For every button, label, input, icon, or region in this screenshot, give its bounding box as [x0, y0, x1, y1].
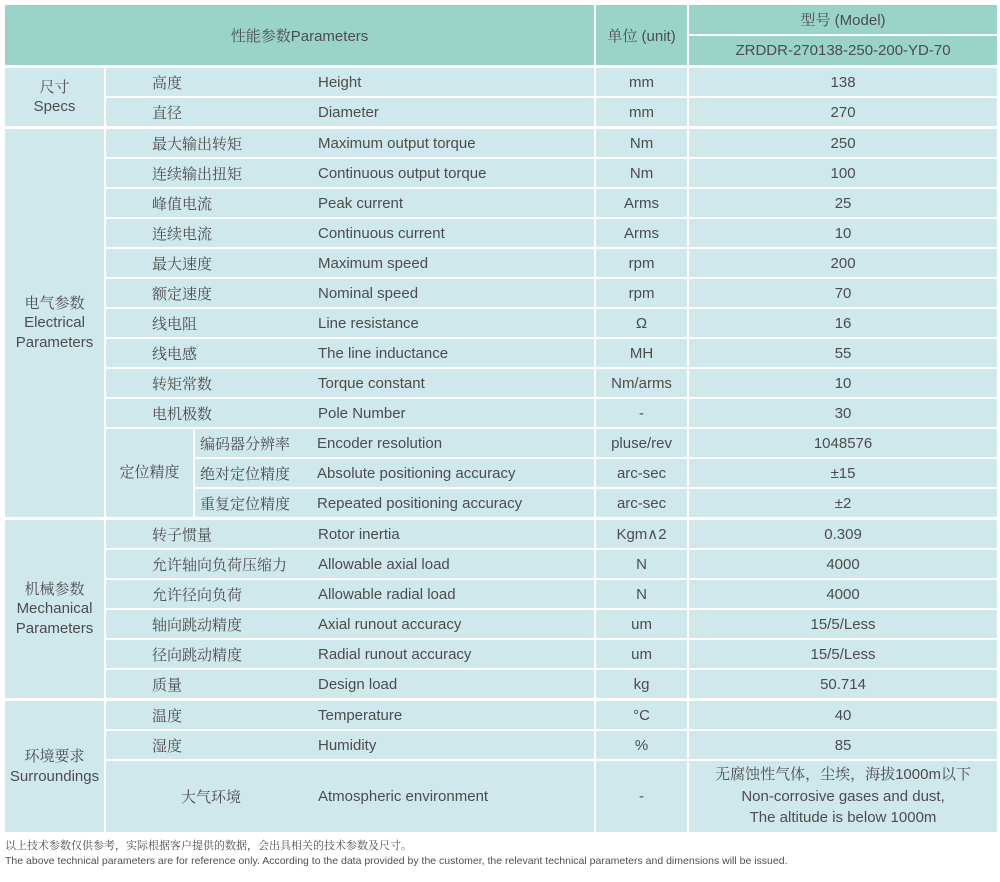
- unit-cell: °C: [595, 700, 688, 731]
- param-cn: 电机极数: [152, 405, 213, 423]
- value-cell: 250: [688, 128, 998, 159]
- param-name-cell: [105, 128, 595, 159]
- unit-cell: MH: [595, 338, 688, 368]
- unit-cell: Arms: [595, 188, 688, 218]
- category-cn: 机械参数: [24, 580, 85, 598]
- param-name-cell: [105, 700, 595, 731]
- param-cn: 允许轴向负荷压缩力: [152, 556, 288, 574]
- category-cell-surroundings: [4, 700, 105, 834]
- spec-row: [4, 700, 998, 731]
- param-cn: 额定速度: [152, 285, 213, 303]
- param-en: Temperature: [318, 706, 403, 724]
- atmosphere-value-line: 无腐蚀性气体，尘埃，海拔1000m以下: [715, 765, 971, 783]
- param-en: Radial runout accuracy: [318, 645, 472, 663]
- param-en: Torque constant: [318, 374, 425, 392]
- param-cn: 连续输出扭矩: [152, 165, 243, 183]
- value-cell: 15/5/Less: [688, 639, 998, 669]
- spec-row: [4, 128, 998, 159]
- unit-cell: Nm: [595, 158, 688, 188]
- param-name-cell: [105, 579, 595, 609]
- value-cell: 15/5/Less: [688, 609, 998, 639]
- footnotes: [3, 834, 997, 868]
- value-cell: 10: [688, 368, 998, 398]
- unit-cell: pluse/rev: [595, 428, 688, 458]
- param-cn: 径向跳动精度: [152, 646, 243, 664]
- unit-cell: -: [595, 398, 688, 428]
- param-name-cell: [194, 488, 595, 519]
- param-en: Continuous output torque: [318, 164, 487, 182]
- param-en: Line resistance: [318, 314, 419, 332]
- value-cell: ±2: [688, 488, 998, 519]
- unit-cell: arc-sec: [595, 488, 688, 519]
- param-cn: 绝对定位精度: [200, 465, 291, 483]
- value-cell: 4000: [688, 549, 998, 579]
- param-en: Continuous current: [318, 224, 445, 242]
- unit-cell: Nm: [595, 128, 688, 159]
- param-cn: 质量: [152, 676, 183, 694]
- param-cn: 峰值电流: [152, 195, 213, 213]
- header-unit: 单位 (unit): [595, 4, 688, 67]
- spec-table: [3, 3, 999, 834]
- param-en: Encoder resolution: [317, 434, 443, 452]
- value-cell: 1048576: [688, 428, 998, 458]
- param-cn: 转矩常数: [152, 375, 213, 393]
- spec-row: [4, 519, 998, 550]
- param-en: Allowable axial load: [318, 555, 450, 573]
- category-en: Electrical Parameters: [15, 314, 94, 351]
- param-cn: 编码器分辨率: [200, 435, 291, 453]
- spec-row: [4, 158, 998, 188]
- unit-cell: N: [595, 579, 688, 609]
- value-cell: 30: [688, 398, 998, 428]
- param-en: Repeated positioning accuracy: [317, 494, 523, 512]
- spec-row: [4, 579, 998, 609]
- spec-row: [4, 669, 998, 700]
- param-en: Rotor inertia: [318, 525, 400, 543]
- category-cn: 电气参数: [24, 294, 85, 312]
- atmosphere-value-line: The altitude is below 1000m: [749, 809, 937, 827]
- param-en: Humidity: [318, 736, 377, 754]
- value-cell: ±15: [688, 458, 998, 488]
- category-en: Specs: [33, 98, 76, 115]
- spec-row: [4, 67, 998, 98]
- value-cell: 0.309: [688, 519, 998, 550]
- value-cell: 200: [688, 248, 998, 278]
- value-cell: 270: [688, 97, 998, 128]
- spec-row: [4, 218, 998, 248]
- category-cn: 尺寸: [39, 78, 70, 96]
- param-name-cell: [105, 338, 595, 368]
- unit-cell: kg: [595, 669, 688, 700]
- param-cn: 最大速度: [152, 255, 213, 273]
- param-name-cell: [105, 368, 595, 398]
- param-en: Pole Number: [318, 404, 406, 422]
- unit-cell: N: [595, 549, 688, 579]
- param-name-cell: [105, 67, 595, 98]
- spec-row: [4, 639, 998, 669]
- category-cell-specs: [4, 67, 105, 128]
- param-en: Maximum output torque: [318, 134, 476, 152]
- unit-cell: Ω: [595, 308, 688, 338]
- param-name-cell: [105, 669, 595, 700]
- unit-cell: -: [595, 760, 688, 833]
- param-name-cell: [105, 760, 595, 833]
- param-en: Diameter: [318, 103, 379, 121]
- value-cell: 10: [688, 218, 998, 248]
- param-cn: 连续电流: [152, 225, 213, 243]
- param-name-cell: [105, 609, 595, 639]
- spec-row: [4, 368, 998, 398]
- category-cell-mechanical: [4, 519, 105, 700]
- param-name-cell: [105, 308, 595, 338]
- unit-cell: rpm: [595, 278, 688, 308]
- param-en: Maximum speed: [318, 254, 429, 272]
- param-en: Height: [318, 73, 362, 91]
- value-cell: 100: [688, 158, 998, 188]
- value-cell: 4000: [688, 579, 998, 609]
- value-cell: 40: [688, 700, 998, 731]
- category-en: Mechanical Parameters: [15, 600, 94, 637]
- unit-cell: arc-sec: [595, 458, 688, 488]
- header-row-1: [4, 4, 998, 35]
- unit-cell: Nm/arms: [595, 368, 688, 398]
- spec-row: [4, 338, 998, 368]
- param-en: Design load: [318, 675, 398, 693]
- param-cn: 允许径向负荷: [152, 586, 243, 604]
- param-name-cell: [105, 248, 595, 278]
- spec-row: [4, 428, 998, 458]
- value-cell: 55: [688, 338, 998, 368]
- param-name-cell: [105, 218, 595, 248]
- unit-cell: um: [595, 639, 688, 669]
- param-name-cell: [105, 730, 595, 760]
- param-name-cell: [194, 458, 595, 488]
- spec-row: [4, 188, 998, 218]
- param-name-cell: [105, 158, 595, 188]
- param-name-cell: [105, 519, 595, 550]
- category-cell-electrical: [4, 128, 105, 519]
- value-cell: 16: [688, 308, 998, 338]
- param-cn: 转子惯量: [152, 526, 213, 544]
- unit-cell: mm: [595, 97, 688, 128]
- footnote-en: The above technical parameters are for reference only. According to the data provided by the customer, the relevant technical parameters and dimensions will be issued.: [5, 854, 788, 867]
- header-parameters: 性能参数Parameters: [4, 4, 595, 67]
- param-cn: 湿度: [152, 737, 183, 755]
- spec-row: [4, 760, 998, 833]
- param-en: Axial runout accuracy: [318, 615, 462, 633]
- footnote-cn: 以上技术参数仅供参考，实际根据客户提供的数据，会出具相关的技术参数及尺寸。: [5, 840, 412, 852]
- header-model: 型号 (Model): [688, 4, 998, 35]
- param-cn: 最大输出转矩: [152, 135, 243, 153]
- param-name-cell: [105, 549, 595, 579]
- spec-row: [4, 730, 998, 760]
- unit-cell: um: [595, 609, 688, 639]
- param-en: Allowable radial load: [318, 585, 456, 603]
- unit-cell: Kgm∧2: [595, 519, 688, 550]
- param-en: Nominal speed: [318, 284, 419, 302]
- param-cn: 线电感: [152, 345, 198, 363]
- param-cn: 线电阻: [152, 315, 198, 333]
- param-name-cell: [194, 428, 595, 458]
- param-en: Absolute positioning accuracy: [317, 464, 516, 482]
- spec-row: [4, 549, 998, 579]
- param-name-cell: [105, 639, 595, 669]
- category-en: Surroundings: [9, 767, 100, 785]
- unit-cell: %: [595, 730, 688, 760]
- atmosphere-value-line: Non-corrosive gases and dust,: [741, 787, 945, 805]
- header-model-number: ZRDDR-270138-250-200-YD-70: [688, 35, 998, 67]
- spec-row: [4, 308, 998, 338]
- param-name-cell: [105, 278, 595, 308]
- param-en: Peak current: [318, 194, 404, 212]
- spec-row: [4, 278, 998, 308]
- param-cn: 大气环境: [181, 789, 242, 806]
- value-cell: [688, 760, 998, 833]
- param-name-cell: [105, 188, 595, 218]
- param-en: The line inductance: [318, 344, 449, 362]
- value-cell: 50.714: [688, 669, 998, 700]
- spec-row: [4, 398, 998, 428]
- param-cn: 重复定位精度: [200, 495, 291, 513]
- unit-cell: mm: [595, 67, 688, 98]
- unit-cell: Arms: [595, 218, 688, 248]
- spec-row: [4, 248, 998, 278]
- param-cn: 高度: [152, 74, 183, 92]
- param-cn: 温度: [152, 707, 183, 725]
- value-cell: 70: [688, 278, 998, 308]
- param-cn: 轴向跳动精度: [152, 616, 243, 634]
- subgroup-label-positioning-accuracy: 定位精度: [105, 428, 194, 519]
- value-cell: 25: [688, 188, 998, 218]
- value-cell: 85: [688, 730, 998, 760]
- param-en: Atmospheric environment: [318, 788, 489, 805]
- category-cn: 环境要求: [24, 748, 85, 765]
- param-cn: 直径: [152, 104, 183, 122]
- spec-row: [4, 97, 998, 128]
- spec-row: [4, 609, 998, 639]
- value-cell: 138: [688, 67, 998, 98]
- unit-cell: rpm: [595, 248, 688, 278]
- param-name-cell: [105, 97, 595, 128]
- param-name-cell: [105, 398, 595, 428]
